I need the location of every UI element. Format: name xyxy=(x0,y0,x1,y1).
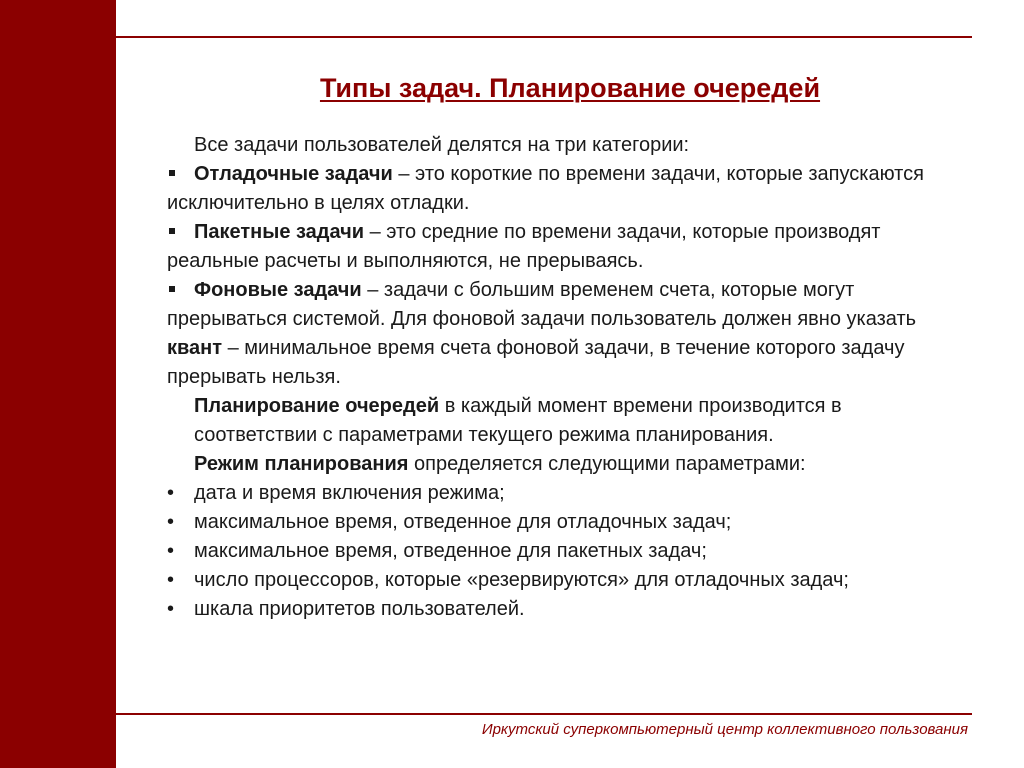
bullet-dot-icon: • xyxy=(167,569,175,591)
bullet-square-icon xyxy=(167,276,194,305)
bullet-square-icon xyxy=(167,160,194,189)
intro-text: Все задачи пользователей делятся на три категории: xyxy=(194,134,690,156)
bullet-dot-icon: • xyxy=(167,482,175,504)
bullet-square-icon xyxy=(167,218,194,247)
bullet-dot-icon: • xyxy=(167,540,175,562)
mode-paragraph: Режим планирования определяется следующими параметрами: xyxy=(194,453,806,475)
param-item: • дата и время включения режима; xyxy=(167,479,967,508)
category-item: Пакетные задачи – это средние по времени задачи, которые производят реальные расчеты и выполняются, не прерываясь. xyxy=(167,218,967,276)
param-item: • шкала приоритетов пользователей. xyxy=(167,595,967,624)
bottom-divider xyxy=(52,713,972,715)
slide-title: Типы задач. Планирование очередей xyxy=(319,73,821,103)
top-divider xyxy=(52,36,972,38)
queue-planning-paragraph: Планирование очередей в каждый момент времени производится в соответствии с параметрами текущего режима планирования. xyxy=(194,395,842,446)
bullet-dot-icon: • xyxy=(167,511,175,533)
param-item: • максимальное время, отведенное для пакетных задач; xyxy=(167,537,967,566)
param-item: • максимальное время, отведенное для отладочных задач; xyxy=(167,508,967,537)
bullet-dot-icon: • xyxy=(167,598,175,620)
left-accent-bar xyxy=(0,0,116,768)
footer-text: Иркутский суперкомпьютерный центр коллективного пользования xyxy=(481,721,968,738)
slide-body xyxy=(167,131,967,624)
category-item: Фоновые задачи – задачи с большим временем счета, которые могут прерываться системой. Для фоновой задачи пользователь должен явно указать квант – минимальное время счета фоновой задачи, в течение которого задачу прерывать нельзя. xyxy=(167,276,967,392)
param-item: • число процессоров, которые «резервируются» для отладочных задач; xyxy=(167,566,967,595)
category-item: Отладочные задачи – это короткие по времени задачи, которые запускаются исключительно в целях отладки. xyxy=(167,160,967,218)
